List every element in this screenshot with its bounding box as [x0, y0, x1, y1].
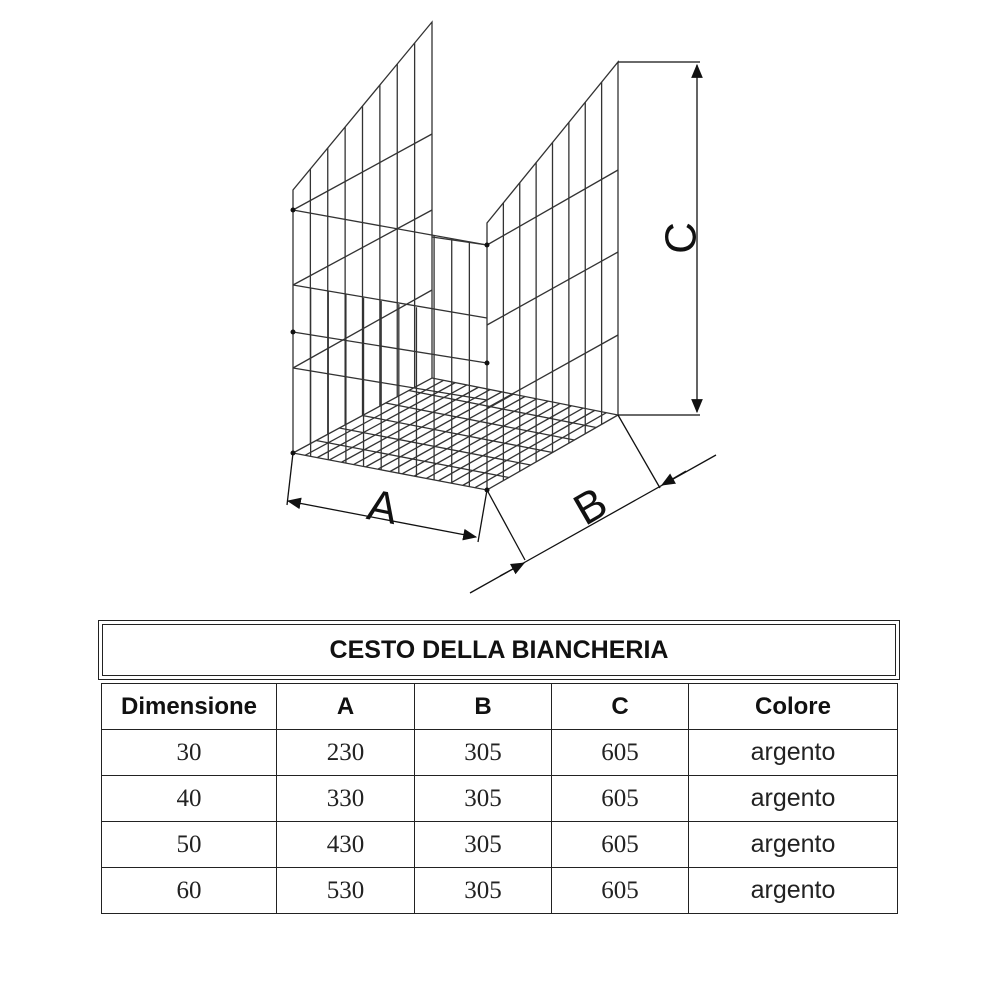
dimension-c-label: C: [656, 222, 706, 254]
cell-a: 230: [277, 730, 415, 776]
table-row: [102, 776, 898, 822]
cell-c: 605: [552, 776, 689, 822]
cell-b: 305: [415, 730, 552, 776]
table-title-frame: [98, 620, 900, 680]
spec-table-block: [98, 620, 900, 914]
table-row: [102, 822, 898, 868]
table-header-row: [102, 684, 898, 730]
header-a: A: [277, 684, 415, 730]
cell-a: 330: [277, 776, 415, 822]
table-title: CESTO DELLA BIANCHERIA: [102, 624, 896, 676]
cell-a: 430: [277, 822, 415, 868]
header-b: B: [415, 684, 552, 730]
dimension-b-label: B: [565, 477, 616, 536]
cell-colore: argento: [689, 868, 898, 914]
cell-b: 305: [415, 776, 552, 822]
header-c: C: [552, 684, 689, 730]
cell-dimensione: 40: [102, 776, 277, 822]
basket-wireframe: [291, 22, 619, 493]
cell-c: 605: [552, 822, 689, 868]
header-dimensione: Dimensione: [102, 684, 277, 730]
dimension-a-label: A: [363, 480, 402, 535]
cell-colore: argento: [689, 730, 898, 776]
cell-dimensione: 60: [102, 868, 277, 914]
cell-b: 305: [415, 822, 552, 868]
header-colore: Colore: [689, 684, 898, 730]
cell-dimensione: 30: [102, 730, 277, 776]
cell-b: 305: [415, 868, 552, 914]
table-row: [102, 730, 898, 776]
table-row: [102, 868, 898, 914]
cell-colore: argento: [689, 776, 898, 822]
cell-colore: argento: [689, 822, 898, 868]
cell-dimensione: 50: [102, 822, 277, 868]
cell-c: 605: [552, 730, 689, 776]
cell-a: 530: [277, 868, 415, 914]
cell-c: 605: [552, 868, 689, 914]
dimensions-table: [101, 683, 898, 914]
